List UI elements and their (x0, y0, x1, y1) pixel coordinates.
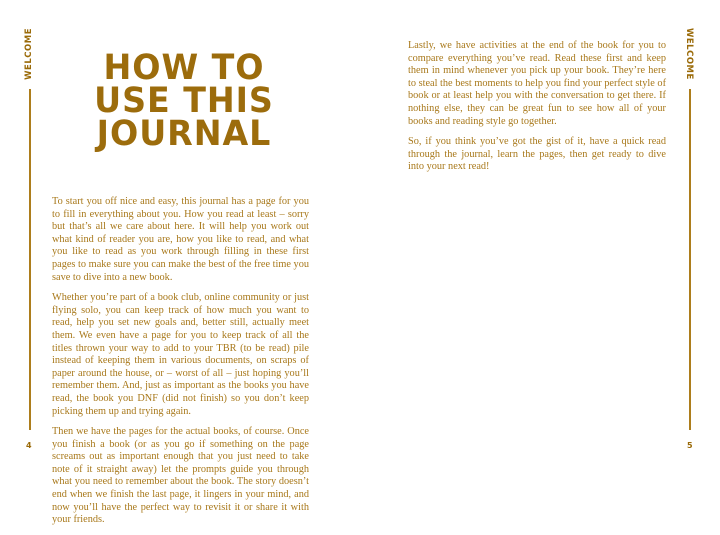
page-number: 4 (26, 441, 32, 450)
left-page (0, 0, 360, 526)
vertical-rule (689, 89, 691, 430)
paragraph: Lastly, we have activities at the end of the book for you to compare everything you’ve read. Read these first and keep them in mind whenever you pick up your book. They’re here to steal the best moments to help you find your perfect style of book or at least help you with the conversation to get there. If nothing else, they can be great fun to see how all of your books and reading style go together. (408, 40, 666, 127)
paragraph: Then we have the pages for the actual books, of course. Once you finish a book (or as you go if something on the page screams out as important enough that you just need to take note of it straight away) let the prompts guide you through what you need to remember about the book. The story doesn’t end when we finish the last page, it lingers in your mind, and now you’ll have the perfect way to revisit it or share it with your friends. (52, 426, 309, 526)
paragraph: Whether you’re part of a book club, online community or just flying solo, you can keep track of how much you want to read, help you set new goals and, better still, actually meet them. We even have a page for you to keep track of all the titles thrown your way to add to your TBR (to be read) pile instead of keeping them in various documents, on scraps of paper around the house, or – worst of all – just hoping you’ll remember them. And, just as important as the books you have read, the book you DNF (did not finish) so you don’t keep picking them up and trying again. (52, 292, 309, 417)
paragraph: So, if you think you’ve got the gist of it, have a quick read through the journal, learn the pages, then get ready to dive into your next read! (408, 136, 666, 173)
right-page (360, 0, 720, 471)
page-title (89, 48, 279, 154)
title-line: HOW TO (103, 48, 265, 88)
vertical-rule (29, 89, 31, 430)
body-text (408, 40, 666, 182)
section-label: WELCOME (24, 28, 34, 80)
body-text (52, 196, 309, 535)
paragraph: To start you off nice and easy, this journal has a page for you to fill in everything about you. How you read at least – sorry but that’s all we care about here. It will help you work out what kind of reader you are, how you like to read, and what you like to read as you work through filling in these first pages to make sure you can make the best of the free time you save to dive into a new book. (52, 196, 309, 283)
title-line: USE THIS (94, 81, 274, 121)
section-label: WELCOME (684, 28, 694, 80)
page-number: 5 (687, 441, 693, 450)
title-line: JOURNAL (96, 114, 272, 154)
